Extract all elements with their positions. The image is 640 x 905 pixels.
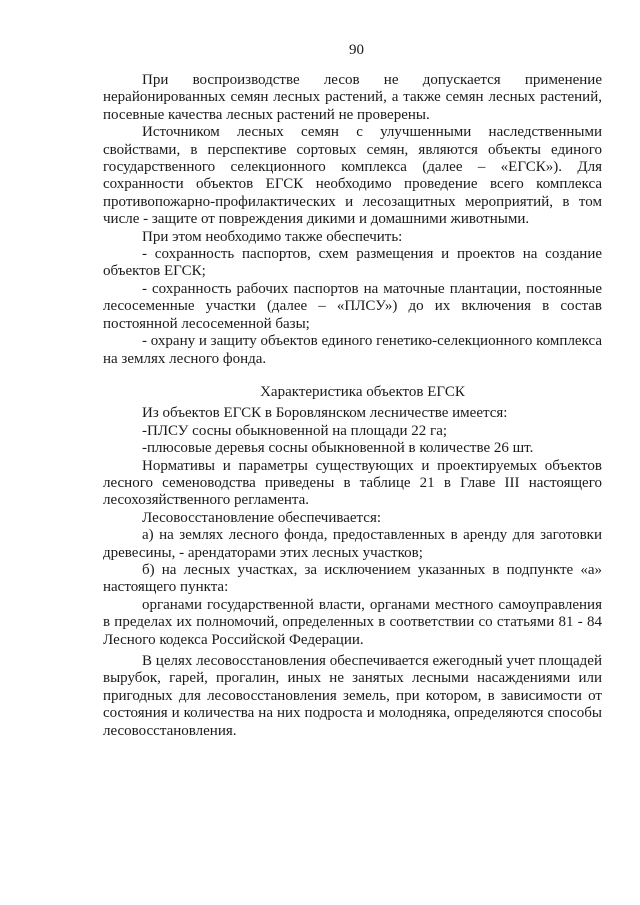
paragraph-seeds-restriction: При воспроизводстве лесов не допускается применение нерайонированных семян лесных растений, а также семян лесных растений, посевные качества лесных растений не проверены. xyxy=(103,72,602,123)
list-item-a: а) на землях лесного фонда, предоставленных в аренду для заготовки древесины, - арендаторами этих лесных участков; xyxy=(103,527,602,561)
page-number: 90 xyxy=(349,42,364,58)
paragraph-egsk-objects: Из объектов ЕГСК в Боровлянском лесничестве имеется: xyxy=(142,405,508,422)
list-item-work-passports: - сохранность рабочих паспортов на маточные плантации, постоянные лесосеменные участки (далее – «ПЛСУ») до их включения в состав постоянной лесосеменной базы; xyxy=(103,280,602,332)
list-item-plsu: -ПЛСУ сосны обыкновенной на площади 22 га; xyxy=(142,422,448,439)
list-item-passports: - сохранность паспортов, схем размещения и проектов на создание объектов ЕГСК; xyxy=(103,246,602,280)
paragraph-authorities: органами государственной власти, органами местного самоуправления в пределах их полномочий, определенных в соответствии со статьями 81 - 84 Лесного кодекса Российской Федерации. xyxy=(103,596,602,648)
list-item-protection: - охрану и защиту объектов единого генетико-селекционного комплекса на землях лесного фонда. xyxy=(103,333,602,367)
paragraph-egsk-source: Источником лесных семян с улучшенными наследственными свойствами, в перспективе сортовых семян, являются объекты единого государственного селекционного комплекса (далее – «ЕГСК»). Для сохранности объектов ЕГСК необходимо проведение всего комплекса противопожарно-профилактических и лесозащитных мероприятий, в том числе - защите от повреждения дикими и домашними животными. xyxy=(103,124,602,228)
paragraph-norms: Нормативы и параметры существующих и проектируемых объектов лесного семеноводства приведены в таблице 21 в Главе III настоящего лесохозяйственного регламента. xyxy=(103,457,602,509)
list-item-b: б) на лесных участках, за исключением указанных в подпункте «а» настоящего пункта: xyxy=(103,561,602,596)
list-item-plus-trees: -плюсовые деревья сосны обыкновенной в количестве 26 шт. xyxy=(142,440,534,457)
paragraph-ensure-intro: При этом необходимо также обеспечить: xyxy=(142,228,403,245)
paragraph-reforestation-intro: Лесовосстановление обеспечивается: xyxy=(142,509,382,526)
document-page xyxy=(103,40,602,740)
section-heading: Характеристика объектов ЕГСК xyxy=(260,383,465,400)
paragraph-annual-accounting: В целях лесовосстановления обеспечивается ежегодный учет площадей вырубок, гарей, прогалин, иных не занятых лесными насаждениями или пригодных для лесовосстановления земель, при котором, в зависимости от состояния и количества на них подроста и молодняка, определяются способы лесовосстановления. xyxy=(103,653,602,739)
